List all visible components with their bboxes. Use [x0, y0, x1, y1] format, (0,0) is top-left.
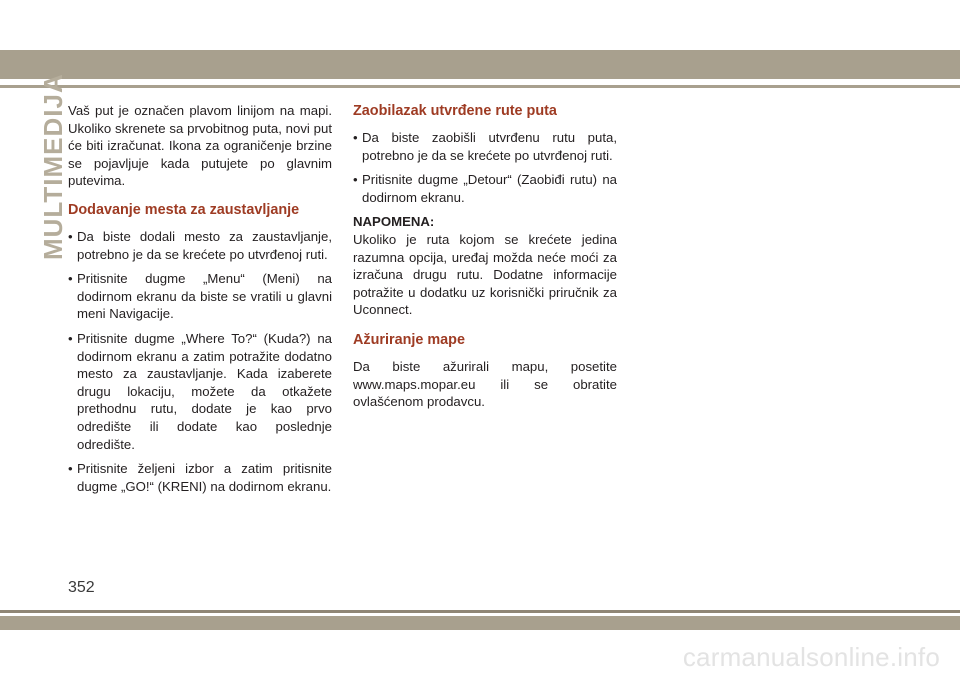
header-rule: [0, 85, 960, 88]
left-column: [68, 102, 332, 502]
intro-paragraph: Vaš put je označen plavom linijom na mapi. Ukoliko skrenete sa prvobitnog puta, novi put će biti izračunat. Ikona za ograničenje brzine se pojavljuje kada putujete po glavnim putevima.: [68, 103, 332, 189]
detour-list: [353, 129, 617, 206]
map-update-paragraph: Da biste ažurirali mapu, posetite www.maps.mopar.eu ili se obratite ovlašćenom prodavcu.: [353, 358, 617, 410]
right-column: [353, 102, 617, 419]
header-band: [0, 50, 960, 79]
heading-add-stop: Dodavanje mesta za zaustavljanje: [68, 201, 300, 218]
watermark: carmanualsonline.info: [682, 642, 940, 672]
list-item: • Da biste dodali mesto za zaustavljanje, potrebno je da se krećete po utvrđenoj ruti.: [68, 228, 332, 263]
add-stop-list: [68, 228, 332, 495]
footer-rule: [0, 610, 960, 613]
heading-map-update: Ažuriranje mape: [353, 331, 465, 348]
section-side-label: MULTIMEDIJA: [38, 73, 68, 260]
list-item: • Da biste zaobišli utvrđenu rutu puta, potrebno je da se krećete po utvrđenoj ruti.: [353, 129, 617, 164]
list-item: • Pritisnite dugme „Where To?“ (Kuda?) na dodirnom ekranu a zatim potražite dodatno mesto za zaustavljanje. Kada izaberete drugu lokaciju, možete da otkažete prethodnu rutu, dodate je kao prvo odredište ili dodate kao poslednje odredište.: [68, 330, 332, 453]
list-item: • Pritisnite dugme „Detour“ (Zaobiđi rutu) na dodirnom ekranu.: [353, 171, 617, 206]
page-number: 352: [68, 579, 95, 596]
list-item: • Pritisnite željeni izbor a zatim pritisnite dugme „GO!“ (KRENI) na dodirnom ekranu.: [68, 460, 332, 495]
list-item: • Pritisnite dugme „Menu“ (Meni) na dodirnom ekranu da biste se vratili u glavni meni Navigacije.: [68, 270, 332, 323]
note-text: Ukoliko je ruta kojom se krećete jedina razumna opcija, uređaj možda neće moći za izračuna drugu rutu. Dodatne informacije potražite u dodatku uz korisnički priručnik za Uconnect.: [353, 231, 617, 318]
footer-band: [0, 616, 960, 630]
heading-detour: Zaobilazak utvrđene rute puta: [353, 103, 557, 119]
note-title: NAPOMENA:: [353, 214, 435, 230]
